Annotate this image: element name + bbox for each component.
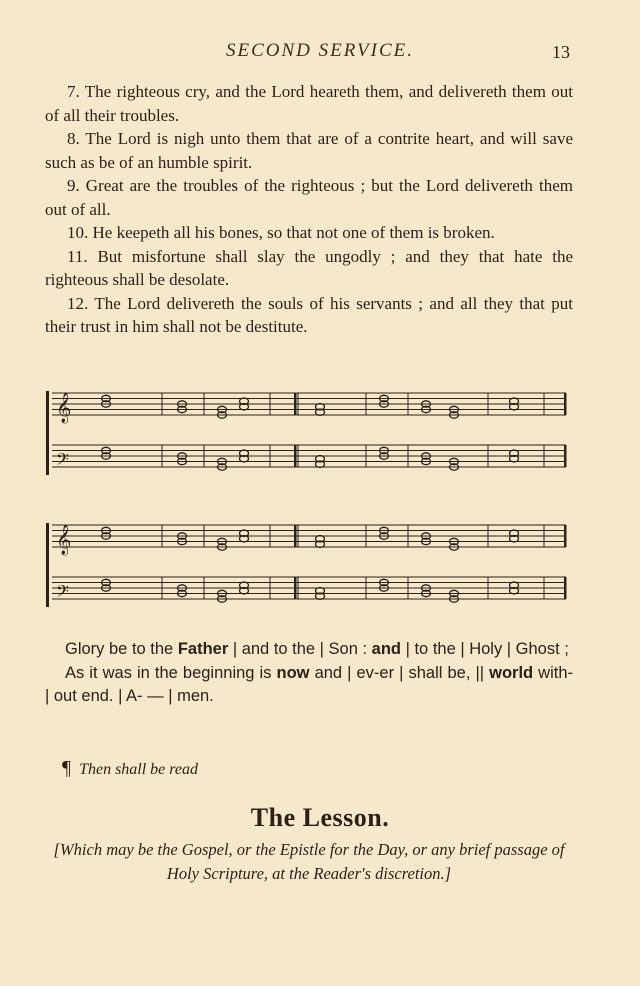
gloria-part: Glory be to the bbox=[65, 640, 178, 658]
music-system-2 bbox=[44, 515, 572, 615]
double-barline bbox=[294, 445, 297, 467]
verse-12: 12. The Lord delivereth the souls of his servants ; and all they that put their trust in him shall not be destitute. bbox=[45, 293, 573, 336]
rubric bbox=[62, 757, 198, 780]
psalm-verses bbox=[45, 80, 573, 339]
verse-7: 7. The righteous cry, and the Lord heareth them, and delivereth them out of all their troubles. bbox=[45, 82, 573, 125]
treble-clef-icon: 𝄞 bbox=[56, 393, 72, 423]
gloria-accent: and bbox=[371, 640, 402, 658]
running-title: SECOND SERVICE. bbox=[226, 40, 414, 61]
double-barline bbox=[294, 393, 297, 415]
lesson-heading: The Lesson. bbox=[250, 803, 390, 832]
double-barline bbox=[564, 525, 567, 547]
bass-clef-icon: 𝄢 bbox=[56, 449, 69, 473]
chant-score-1 bbox=[44, 383, 572, 483]
sicut-erat bbox=[45, 662, 573, 709]
chant-score-2 bbox=[44, 515, 572, 615]
verse-11: 11. But misfortune shall slay the ungodly ; and they that hate the righteous shall be desolate. bbox=[45, 246, 573, 289]
bass-clef-icon: 𝄢 bbox=[56, 581, 69, 605]
gloria-accent: Father bbox=[177, 640, 229, 658]
sicut-accent: now bbox=[276, 663, 310, 682]
page-number: 13 bbox=[552, 42, 570, 62]
gloria-part: | and to the | Son : bbox=[228, 640, 372, 658]
music-system-1 bbox=[44, 383, 572, 483]
gloria-part: | to the | Holy | Ghost ; bbox=[401, 640, 569, 658]
verse-10: 10. He keepeth all his bones, so that not one of them is broken. bbox=[67, 223, 495, 242]
double-barline bbox=[564, 577, 567, 599]
lesson-direction: [Which may be the Gospel, or the Epistle for the Day, or any brief passage of Holy Scripture, at the Reader's discretion.] bbox=[53, 840, 565, 883]
double-barline bbox=[294, 525, 297, 547]
page-header bbox=[0, 40, 640, 70]
treble-clef-icon: 𝄞 bbox=[56, 525, 72, 555]
system-bracket bbox=[46, 523, 49, 607]
sicut-part: As it was in the beginning is bbox=[65, 663, 277, 682]
gloria-patri bbox=[45, 638, 573, 662]
chant-text bbox=[45, 638, 573, 709]
sicut-part: and | ev-er | shall be, || bbox=[309, 663, 485, 682]
rubric-text: Then shall be read bbox=[79, 761, 199, 778]
verse-9: 9. Great are the troubles of the righteous ; but the Lord delivereth them out of all. bbox=[45, 176, 573, 219]
sicut-part: with- | out end. | A- — | men. bbox=[45, 663, 574, 705]
pilcrow-icon: ¶ bbox=[62, 757, 72, 779]
double-barline bbox=[294, 577, 297, 599]
sicut-accent: world bbox=[489, 663, 534, 682]
verse-8: 8. The Lord is nigh unto them that are of a contrite heart, and will save such as be of an humble spirit. bbox=[45, 129, 573, 172]
double-barline bbox=[564, 445, 567, 467]
double-barline bbox=[564, 393, 567, 415]
system-bracket bbox=[46, 391, 49, 475]
